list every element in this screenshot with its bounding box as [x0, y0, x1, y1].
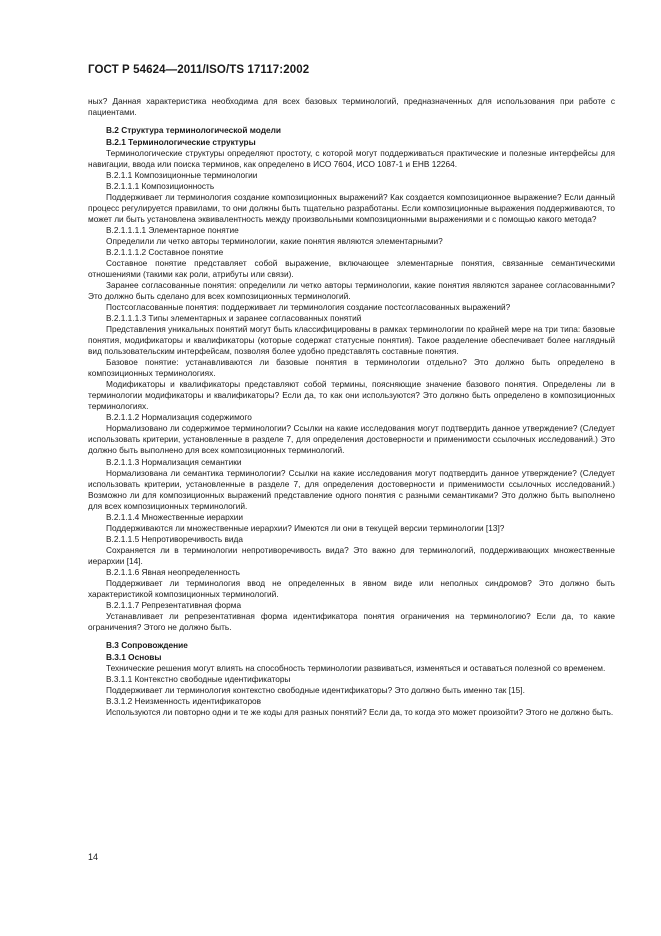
document-body	[88, 96, 615, 718]
document-header: ГОСТ Р 54624—2011/ISO/TS 17117:2002	[88, 64, 310, 76]
clause-heading: В.3.1.1 Контекстно свободные идентификаторы	[106, 673, 291, 684]
paragraph: Определили ли четко авторы терминологии, какие понятия являются элементарными?	[106, 236, 443, 247]
clause-heading: В.2.1.1.4 Множественные иерархии	[106, 511, 244, 522]
section-heading: В.3 Сопровождение	[106, 639, 188, 650]
paragraph: Постсогласованные понятия: поддерживает ли терминология создание постсогласованных выражений?	[106, 302, 511, 313]
paragraph: Составное понятие представляет собой выражение, включающее элементарные понятия, связанные семантическими отношениями (такими как роли, атрибуты или связи).	[88, 258, 615, 280]
paragraph: Поддерживает ли терминология ввод не определенных в явном виде или неполных синдромов? Это должно быть характеристикой композиционных терминологий.	[88, 577, 615, 599]
paragraph: Поддерживает ли терминология контекстно свободные идентификаторы? Это должно быть именно так [15].	[106, 684, 525, 695]
clause-heading: В.2.1.1 Композиционные терминологии	[106, 170, 258, 181]
clause-heading: В.2.1.1.1.2 Составное понятие	[106, 247, 224, 258]
paragraph: Технические решения могут влиять на способность терминологии развиваться, изменяться и оставаться полезной со временем.	[106, 662, 606, 673]
subsection-heading: В.3.1 Основы	[106, 651, 162, 662]
paragraph: Поддерживаются ли множественные иерархии? Имеются ли они в текущей версии терминологии [13]?	[106, 522, 505, 533]
paragraph: Нормализовано ли содержимое терминологии? Ссылки на какие исследования могут подтвердить данное утверждение? (Следует использовать критерии, установленные в разделе 7, для определения достоверности и применимости ссылочных исследований.) Это должно быть выполнено для всех композиционных терминологий.	[88, 423, 615, 456]
paragraph: Представления уникальных понятий могут быть классифицированы в рамках терминологии по крайней мере на три типа: базовые понятия, модификаторы и квалификаторы (которые содержат статусные понятия). Такое разделение обеспечивает более наглядный вид пользовательским интерфейсам, позволяя более удобно представлять составные понятия.	[88, 324, 615, 357]
subsection-heading: В.2.1 Терминологические структуры	[106, 137, 256, 148]
clause-heading: В.3.1.2 Неизменность идентификаторов	[106, 695, 262, 706]
clause-heading: В.2.1.1.7 Репрезентативная форма	[106, 599, 242, 610]
paragraph: Заранее согласованные понятия: определили ли четко авторы терминологии, какие понятия являются заранее согласованными? Это должно быть сделано для всех композиционных терминологий.	[88, 280, 615, 302]
paragraph: Терминологические структуры определяют простоту, с которой могут поддерживаться практические и полезные интерфейсы для навигации, ввода или поиска терминов, как определено в ИСО 7604, ИСО 1087-1 и ЕНВ 12264.	[88, 148, 615, 170]
clause-heading: В.2.1.1.1.3 Типы элементарных и заранее согласованных понятий	[106, 313, 362, 324]
paragraph: Устанавливает ли репрезентативная форма идентификатора понятия ограничения на терминологию? Если да, то какие ограничения? Этого не должно быть.	[88, 610, 615, 632]
page-number: 14	[88, 852, 99, 862]
paragraph: Поддерживает ли терминология создание композиционных выражений? Как создается композиционное выражение? Если данный процесс регулируется правилами, то они должны быть тщательно разработаны. Если композиционные выражения поддерживаются, то может ли быть установлена эквивалентность между произвольными композиционными выражениями и с помощью какого метода?	[88, 192, 615, 225]
clause-heading: В.2.1.1.2 Нормализация содержимого	[106, 412, 252, 423]
paragraph: Нормализована ли семантика терминологии? Ссылки на какие исследования могут подтвердить данное утверждение? (Следует использовать критерии, установленные в разделе 7, для определения достоверности и применимости ссылочных исследований.) Возможно ли для композиционных выражений представление одного понятия с разными семантиками? Это должно быть выполнено для всех композиционных терминологий.	[88, 467, 615, 511]
clause-heading: В.2.1.1.6 Явная неопределенность	[106, 566, 240, 577]
paragraph: Используются ли повторно одни и те же коды для разных понятий? Если да, то когда это может произойти? Этого не должно быть.	[106, 706, 614, 717]
clause-heading: В.2.1.1.1 Композиционность	[106, 181, 215, 192]
clause-heading: В.2.1.1.5 Непротиворечивость вида	[106, 533, 243, 544]
paragraph: Модификаторы и квалификаторы представляют собой термины, поясняющие значение базового понятия. Определены ли в терминологии модификаторы и квалификаторы? Если да, то как они используются? Это должно быть определено в композиционных терминологиях.	[88, 379, 615, 412]
clause-heading: В.2.1.1.3 Нормализация семантики	[106, 456, 242, 467]
paragraph: ных? Данная характеристика необходима для всех базовых терминологий, предназначенных для использования при работе с пациентами.	[88, 96, 615, 118]
paragraph: Базовое понятие: устанавливаются ли базовые понятия в терминологии отдельно? Это должно быть определено в композиционных терминологиях.	[88, 357, 615, 379]
clause-heading: В.2.1.1.1.1 Элементарное понятие	[106, 225, 239, 236]
paragraph: Сохраняется ли в терминологии непротиворечивость вида? Это важно для терминологий, поддерживающих множественные иерархии [14].	[88, 544, 615, 566]
section-heading: В.2 Структура терминологической модели	[106, 125, 281, 136]
